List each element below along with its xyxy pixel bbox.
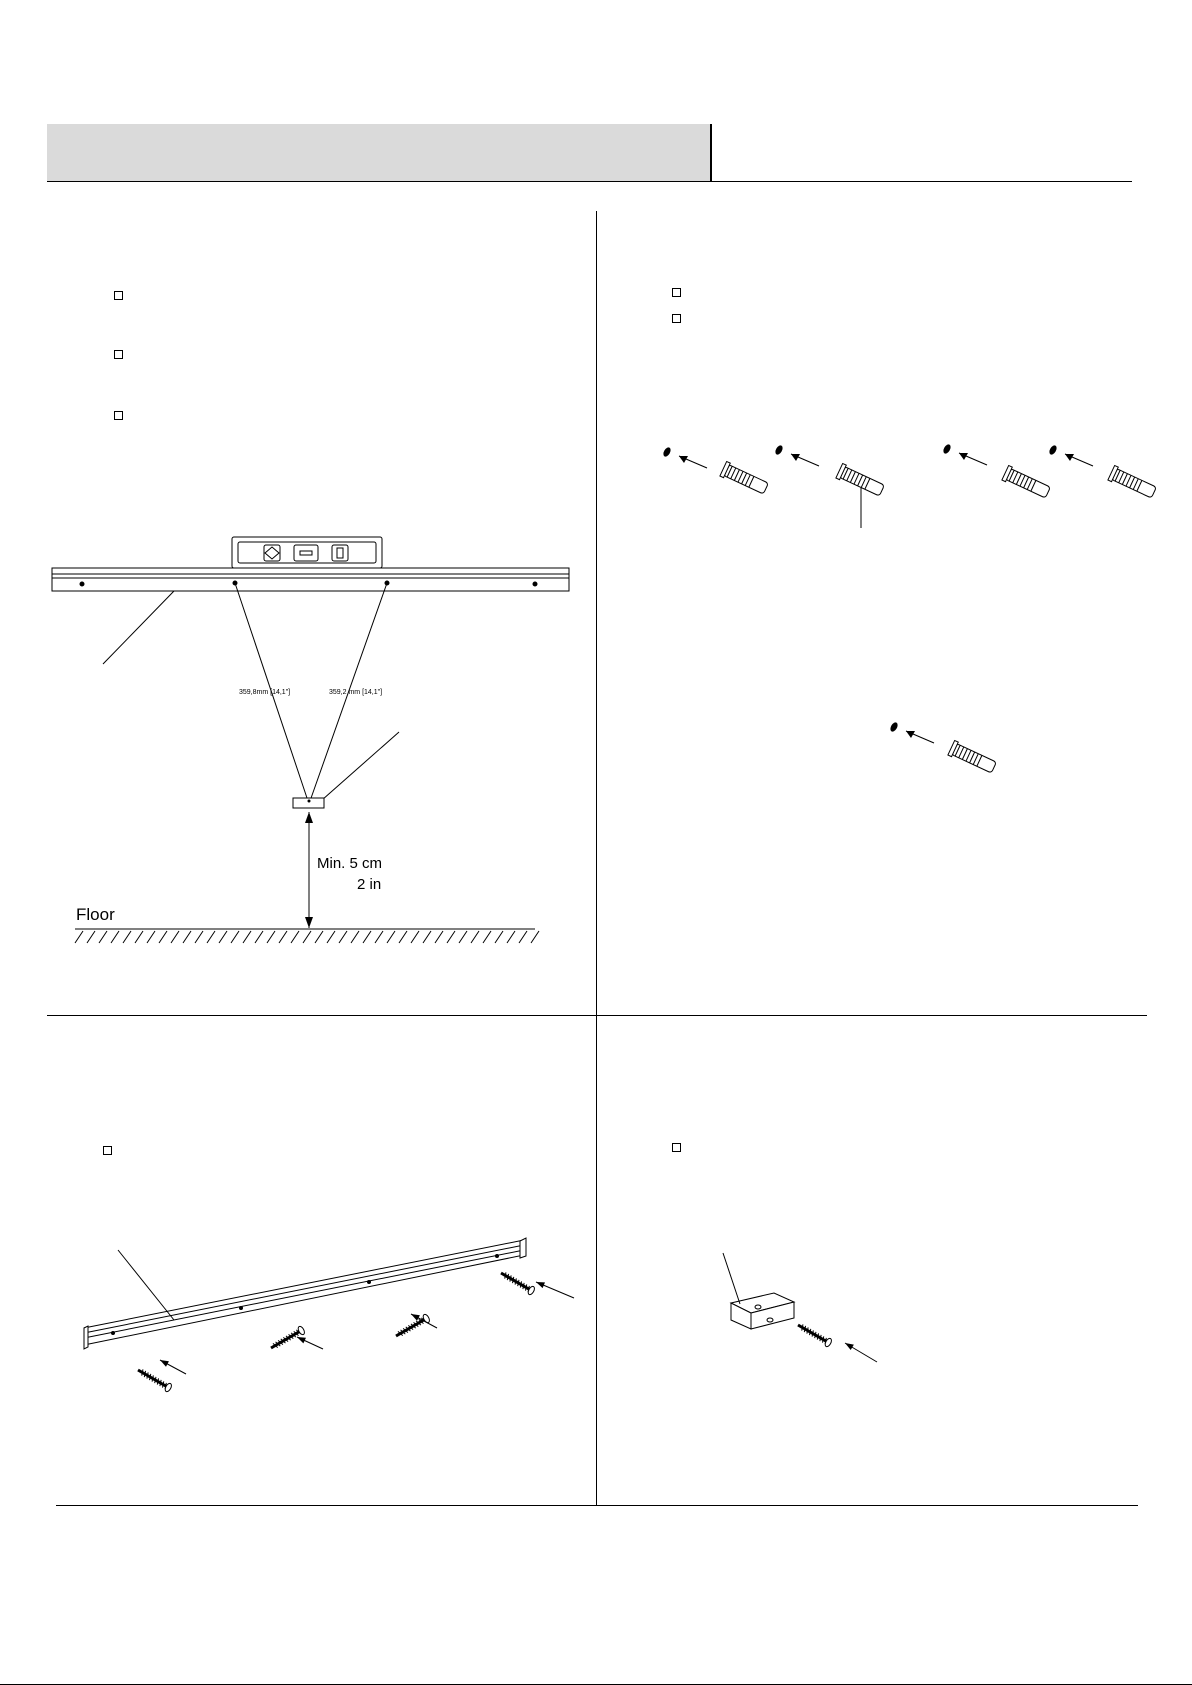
- min-clearance-imperial: 2 in: [357, 876, 382, 893]
- floor-label: Floor: [76, 905, 115, 924]
- min-clearance-label: Min. 5 cm: [317, 855, 383, 872]
- dimension-left: 359,8mm [14,1"]: [239, 689, 291, 696]
- bottom-divider: [56, 1505, 1138, 1506]
- direction-arrow: [845, 1343, 877, 1362]
- dimension-right: 359,2 mm [14,1"]: [329, 689, 383, 696]
- screw: [796, 1321, 833, 1348]
